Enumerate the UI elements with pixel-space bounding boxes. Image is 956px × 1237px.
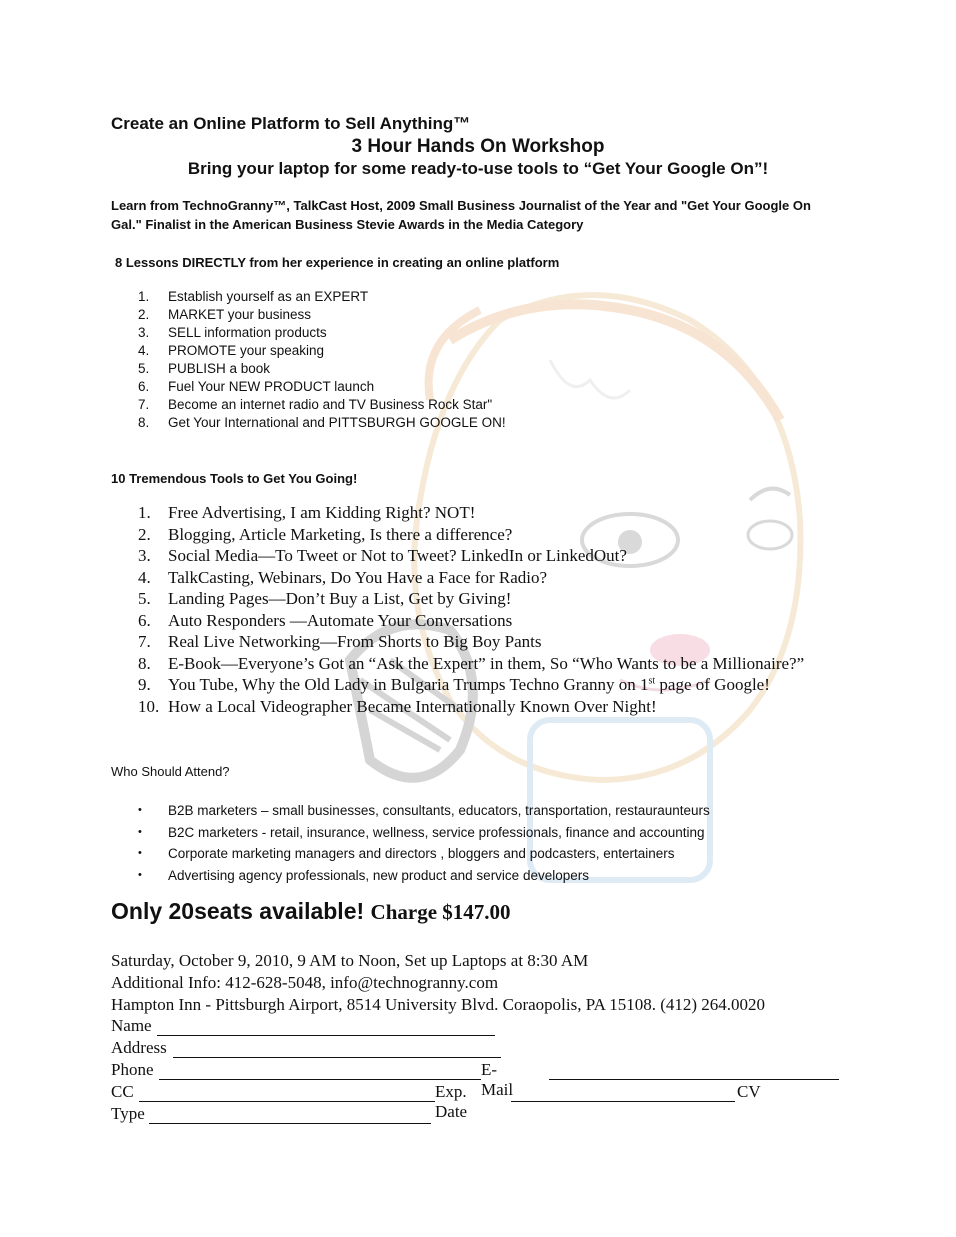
list-item: 1. Free Advertising, I am Kidding Right? NOT! <box>138 503 476 522</box>
cv-label: CV <box>737 1082 761 1101</box>
exp-date-field[interactable] <box>511 1101 735 1102</box>
list-item: 6. Fuel Your NEW PRODUCT launch <box>138 379 375 394</box>
list-item: 7. Real Live Networking—From Shorts to Big Boy Pants <box>138 632 542 651</box>
workshop-series-title: Create an Online Platform to Sell Anything™ <box>111 114 471 133</box>
list-item: • Advertising agency professionals, new product and service developers <box>138 867 589 883</box>
tools-heading: 10 Tremendous Tools to Get You Going! <box>111 471 358 486</box>
workshop-subtitle: Bring your laptop for some ready-to-use tools to “Get Your Google On”! <box>187 159 769 178</box>
tools-list <box>138 502 858 717</box>
lessons-list <box>138 288 506 432</box>
list-item: 8. E-Book—Everyone’s Got an “Ask the Expert” in them, So “Who Wants to be a Millionaire?” <box>138 653 805 673</box>
attend-list <box>138 800 710 886</box>
list-item: 10. How a Local Videographer Became Internationally Known Over Night! <box>138 696 657 716</box>
phone-field[interactable] <box>159 1079 481 1080</box>
cc-label: CC <box>111 1082 134 1101</box>
list-item: 9. You Tube, Why the Old Lady in Bulgaria Trumps Techno Granny on 1st page of Google! <box>138 675 770 694</box>
list-item: 2. MARKET your business <box>138 307 312 322</box>
attend-heading: Who Should Attend? <box>111 764 230 779</box>
list-item: 3. SELL information products <box>138 325 327 340</box>
name-label: Name <box>111 1016 152 1035</box>
event-date: Saturday, October 9, 2010, 9 AM to Noon, Set up Laptops at 8:30 AM <box>111 951 589 970</box>
type-label: Type <box>111 1104 145 1123</box>
cc-field[interactable] <box>139 1101 435 1102</box>
charge-price: Charge $147.00 <box>370 900 511 924</box>
list-item: 4. PROMOTE your speaking <box>138 343 325 358</box>
name-field[interactable] <box>157 1035 495 1036</box>
list-item: • Corporate marketing managers and directors , bloggers and podcasters, entertainers <box>138 846 675 861</box>
list-item: 6. Auto Responders —Automate Your Conversations <box>138 610 513 630</box>
phone-label: Phone <box>111 1060 154 1079</box>
seats-available: Only 20seats available! <box>111 898 365 924</box>
event-contact: Additional Info: 412-628-5048, info@technogranny.com <box>111 973 499 992</box>
event-info <box>111 950 765 1016</box>
list-item: 3. Social Media—To Tweet or Not to Tweet? LinkedIn or LinkedOut? <box>138 546 627 565</box>
email-label: E-Mail <box>481 1060 514 1099</box>
list-item: 5. Landing Pages—Don’t Buy a List, Get by Giving! <box>138 589 512 608</box>
event-location: Hampton Inn - Pittsburgh Airport, 8514 University Blvd. Coraopolis, PA 15108. (412) 264.0020 <box>111 995 766 1014</box>
seats-offer <box>111 898 511 925</box>
type-field[interactable] <box>149 1123 431 1124</box>
workshop-title: 3 Hour Hands On Workshop <box>351 136 605 157</box>
list-item: 4. TalkCasting, Webinars, Do You Have a Face for Radio? <box>138 567 548 587</box>
list-item: • B2C marketers - retail, insurance, wellness, service professionals, finance and accounting <box>138 824 705 840</box>
list-item: • B2B marketers – small businesses, consultants, educators, transportation, restauraunteurs <box>138 803 710 818</box>
address-label: Address <box>111 1038 167 1057</box>
list-item: 2. Blogging, Article Marketing, Is there a difference? <box>138 524 513 544</box>
email-field[interactable] <box>549 1079 839 1080</box>
address-field[interactable] <box>173 1057 501 1058</box>
presenter-intro: Learn from TechnoGranny™, TalkCast Host, 2009 Small Business Journalist of the Year and "Get Your Google On Gal." Finalist in the American Business Stevie Awards in the Media Category <box>111 198 811 232</box>
lessons-heading: 8 Lessons DIRECTLY from her experience in creating an online platform <box>115 255 560 270</box>
list-item: 8. Get Your International and PITTSBURGH GOOGLE ON! <box>138 415 506 430</box>
list-item: 1. Establish yourself as an EXPERT <box>138 289 369 304</box>
list-item: 5. PUBLISH a book <box>138 361 271 376</box>
list-item: 7. Become an internet radio and TV Business Rock Star" <box>138 397 493 412</box>
exp-date-label: Exp. Date <box>435 1082 468 1121</box>
